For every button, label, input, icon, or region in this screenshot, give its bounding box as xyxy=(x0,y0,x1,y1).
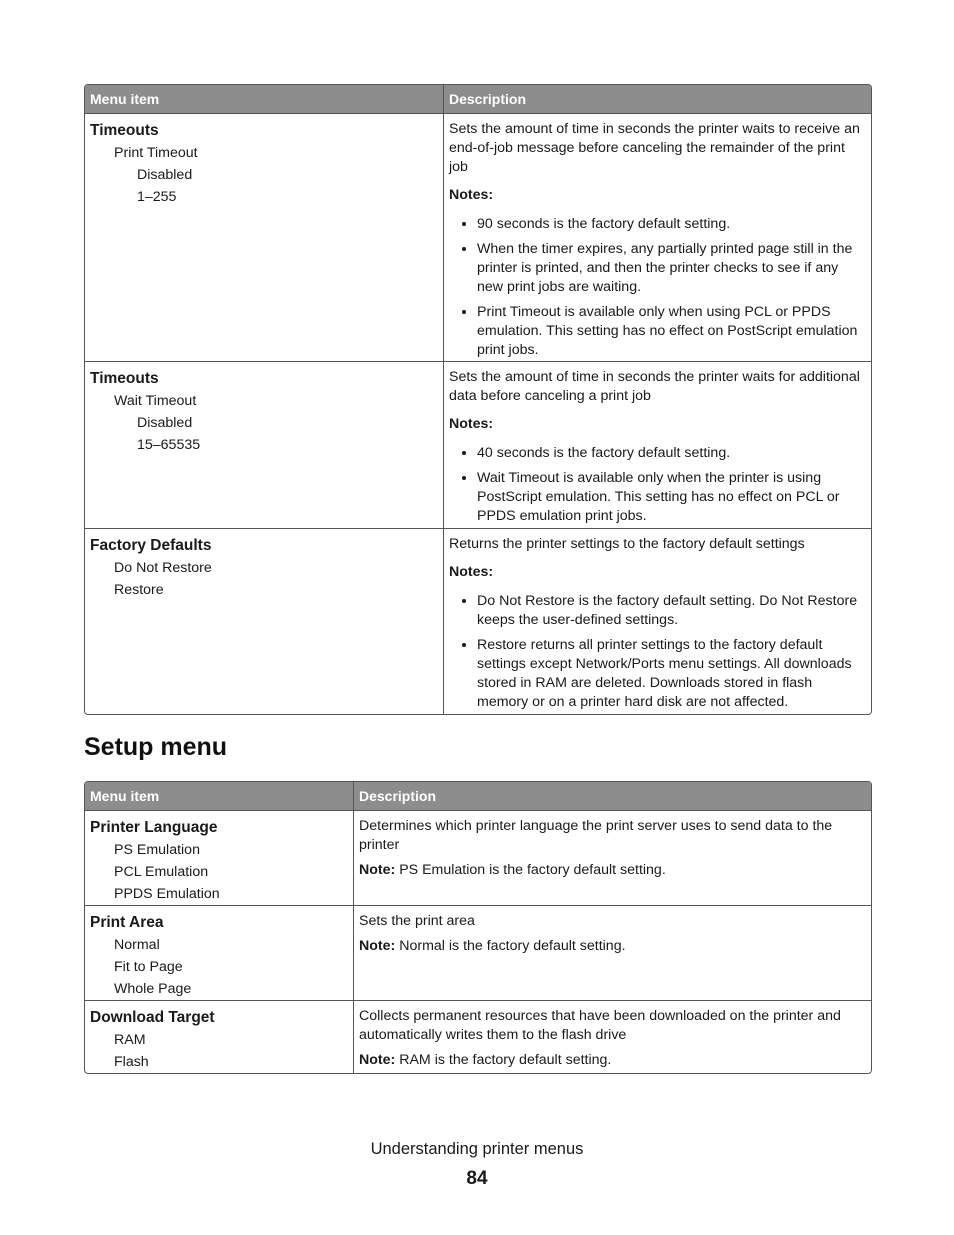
page-footer xyxy=(0,1138,954,1190)
menu-item-title: Timeouts xyxy=(90,122,159,139)
menu-table-setup xyxy=(84,781,872,1074)
table-header xyxy=(85,85,871,113)
menu-table-timeouts xyxy=(84,84,872,715)
option-item: Do Not Restore xyxy=(114,560,212,576)
option-item: Fit to Page xyxy=(114,959,183,975)
table-row xyxy=(85,361,871,528)
description-text: Sets the amount of time in seconds the printer waits to receive an end-of-job message before canceling the remainder of the print job xyxy=(449,121,860,175)
note-item: • Print Timeout is available only when using PCL or PPDS emulation. This setting has no effect on PostScript emulation print jobs. xyxy=(477,302,865,360)
description-text: Determines which printer language the print server uses to send data to the printer xyxy=(359,818,833,853)
option-item: PS Emulation xyxy=(114,842,200,858)
option-item: Disabled xyxy=(137,167,193,183)
menu-item-cell xyxy=(85,114,443,361)
description-text: Returns the printer settings to the factory default settings xyxy=(449,536,805,552)
note-item: • Do Not Restore is the factory default setting. Do Not Restore keeps the user-defined settings. xyxy=(477,591,865,630)
menu-item-title: Factory Defaults xyxy=(90,537,212,554)
description-text: Sets the print area xyxy=(359,913,475,929)
note-item: • 90 seconds is the factory default setting. xyxy=(477,214,865,234)
option-item: PPDS Emulation xyxy=(114,886,220,902)
option-item: Flash xyxy=(114,1054,149,1070)
option-item: Whole Page xyxy=(114,981,192,997)
option-item: Normal xyxy=(114,937,160,953)
option-item: PCL Emulation xyxy=(114,864,209,880)
description-cell xyxy=(353,811,869,905)
table-row xyxy=(85,1000,871,1073)
note-item: • When the timer expires, any partially printed page still in the printer is printed, and then the printer checks to see if any new print jobs are waiting. xyxy=(477,239,865,297)
note-label: Note: xyxy=(359,938,396,954)
submenu-item: Wait Timeout xyxy=(114,393,197,409)
description-cell xyxy=(443,114,869,361)
section-title: Setup menu xyxy=(84,733,228,761)
notes-label: Notes: xyxy=(449,187,494,203)
notes-list xyxy=(449,591,865,712)
submenu-item: Print Timeout xyxy=(114,145,198,161)
table-row xyxy=(85,810,871,905)
note-text: RAM is the factory default setting. xyxy=(399,1052,612,1068)
option-item: 1–255 xyxy=(137,189,177,205)
menu-item-title: Download Target xyxy=(90,1009,215,1026)
header-menu-item: Menu item xyxy=(90,91,160,107)
menu-item-title: Printer Language xyxy=(90,819,218,836)
menu-item-cell xyxy=(85,1001,353,1073)
notes-label: Notes: xyxy=(449,564,494,580)
description-cell xyxy=(353,1001,869,1073)
note-line xyxy=(359,861,865,880)
note-text: Normal is the factory default setting. xyxy=(399,938,626,954)
table-row xyxy=(85,113,871,361)
menu-item-cell xyxy=(85,362,443,528)
note-label: Note: xyxy=(359,862,396,878)
notes-label: Notes: xyxy=(449,416,494,432)
header-description: Description xyxy=(443,85,869,113)
note-text: PS Emulation is the factory default setting. xyxy=(399,862,666,878)
menu-item-title: Print Area xyxy=(90,914,164,931)
page-number: 84 xyxy=(466,1168,488,1189)
note-item: • Wait Timeout is available only when the printer is using PostScript emulation. This setting has no effect on PCL or PPDS emulation print jobs. xyxy=(477,468,865,526)
note-item: • Restore returns all printer settings to the factory default settings except Network/Ports menu settings. All downloads stored in RAM are deleted. Downloads stored in flash memory or on a printer hard disk are not affected. xyxy=(477,635,865,712)
menu-item-cell xyxy=(85,529,443,714)
menu-item-cell xyxy=(85,906,353,1000)
option-item: Restore xyxy=(114,582,164,598)
note-item: • 40 seconds is the factory default setting. xyxy=(477,443,865,463)
note-line xyxy=(359,1051,865,1070)
description-text: Collects permanent resources that have been downloaded on the printer and automatically writes them to the flash drive xyxy=(359,1008,841,1043)
description-text: Sets the amount of time in seconds the printer waits for additional data before canceling a print job xyxy=(449,369,860,404)
menu-item-title: Timeouts xyxy=(90,370,159,387)
option-item: RAM xyxy=(114,1032,146,1048)
description-cell xyxy=(353,906,869,1000)
footer-text: Understanding printer menus xyxy=(370,1140,584,1158)
header-description: Description xyxy=(353,782,869,810)
table-header xyxy=(85,782,871,810)
table-row xyxy=(85,905,871,1000)
option-item: Disabled xyxy=(137,415,193,431)
notes-list xyxy=(449,214,865,360)
note-label: Note: xyxy=(359,1052,396,1068)
menu-item-cell xyxy=(85,811,353,905)
table-row xyxy=(85,528,871,714)
note-line xyxy=(359,937,865,956)
description-cell xyxy=(443,529,869,714)
header-menu-item: Menu item xyxy=(90,788,160,804)
notes-list xyxy=(449,443,865,526)
description-cell xyxy=(443,362,869,528)
option-item: 15–65535 xyxy=(137,437,201,453)
